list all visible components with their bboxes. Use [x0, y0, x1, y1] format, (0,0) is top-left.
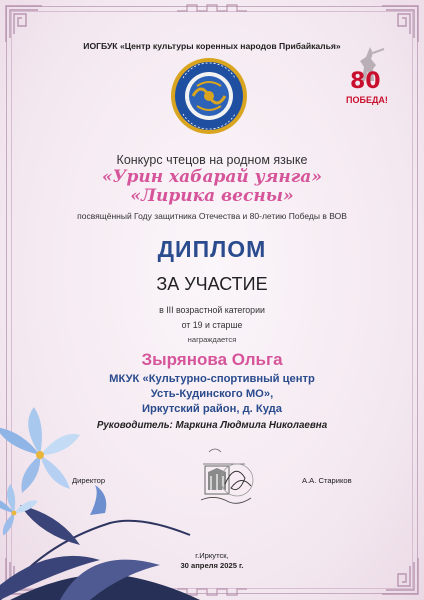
institution-line: Усть-Кудинского МО»,	[150, 388, 274, 400]
diploma-heading: ДИПЛОМ	[157, 236, 267, 262]
contest-line: Конкурс чтецов на родном языке	[116, 153, 308, 167]
age-group: от 19 и старше	[181, 320, 243, 330]
center-emblem-logo	[169, 56, 249, 136]
contest-dedication: посвящённый Году защитника Отечества и 80-летию Победы в ВОВ	[77, 211, 347, 221]
signatory-name: А.А. Стариков	[302, 476, 352, 485]
organization-name: ИОГБУК «Центр культуры коренных народов Прибайкалья»	[83, 41, 341, 51]
victory-label: ПОБЕДА!	[346, 95, 388, 105]
stamp-signature	[195, 444, 255, 508]
victory-80-logo	[340, 45, 396, 109]
contest-title-native: «Урин хабарай уянга»	[102, 167, 322, 187]
signatory-position: Директор	[72, 476, 106, 485]
issue-city: г.Иркутск,	[195, 551, 229, 560]
institution-line: Иркутский район, д. Куда	[141, 403, 282, 415]
diploma-subtitle: ЗА УЧАСТИЕ	[156, 274, 268, 294]
contest-title-russian: «Лирика весны»	[130, 186, 294, 206]
corner-ornament	[380, 4, 420, 44]
recipient-name: Зырянова Ольга	[141, 350, 283, 369]
age-category: в III возрастной категории	[159, 305, 265, 315]
top-ornament	[177, 3, 247, 13]
victory-number: 80	[350, 69, 381, 94]
institution-line: МКУК «Культурно-спортивный центр	[109, 373, 315, 385]
awarded-label: награждается	[187, 335, 237, 344]
issue-date: 30 апреля 2025 г.	[180, 561, 244, 570]
corner-ornament	[4, 4, 44, 44]
leader-line: Руководитель: Маркина Людмила Николаевна	[96, 420, 328, 431]
flower-decoration	[0, 395, 200, 600]
